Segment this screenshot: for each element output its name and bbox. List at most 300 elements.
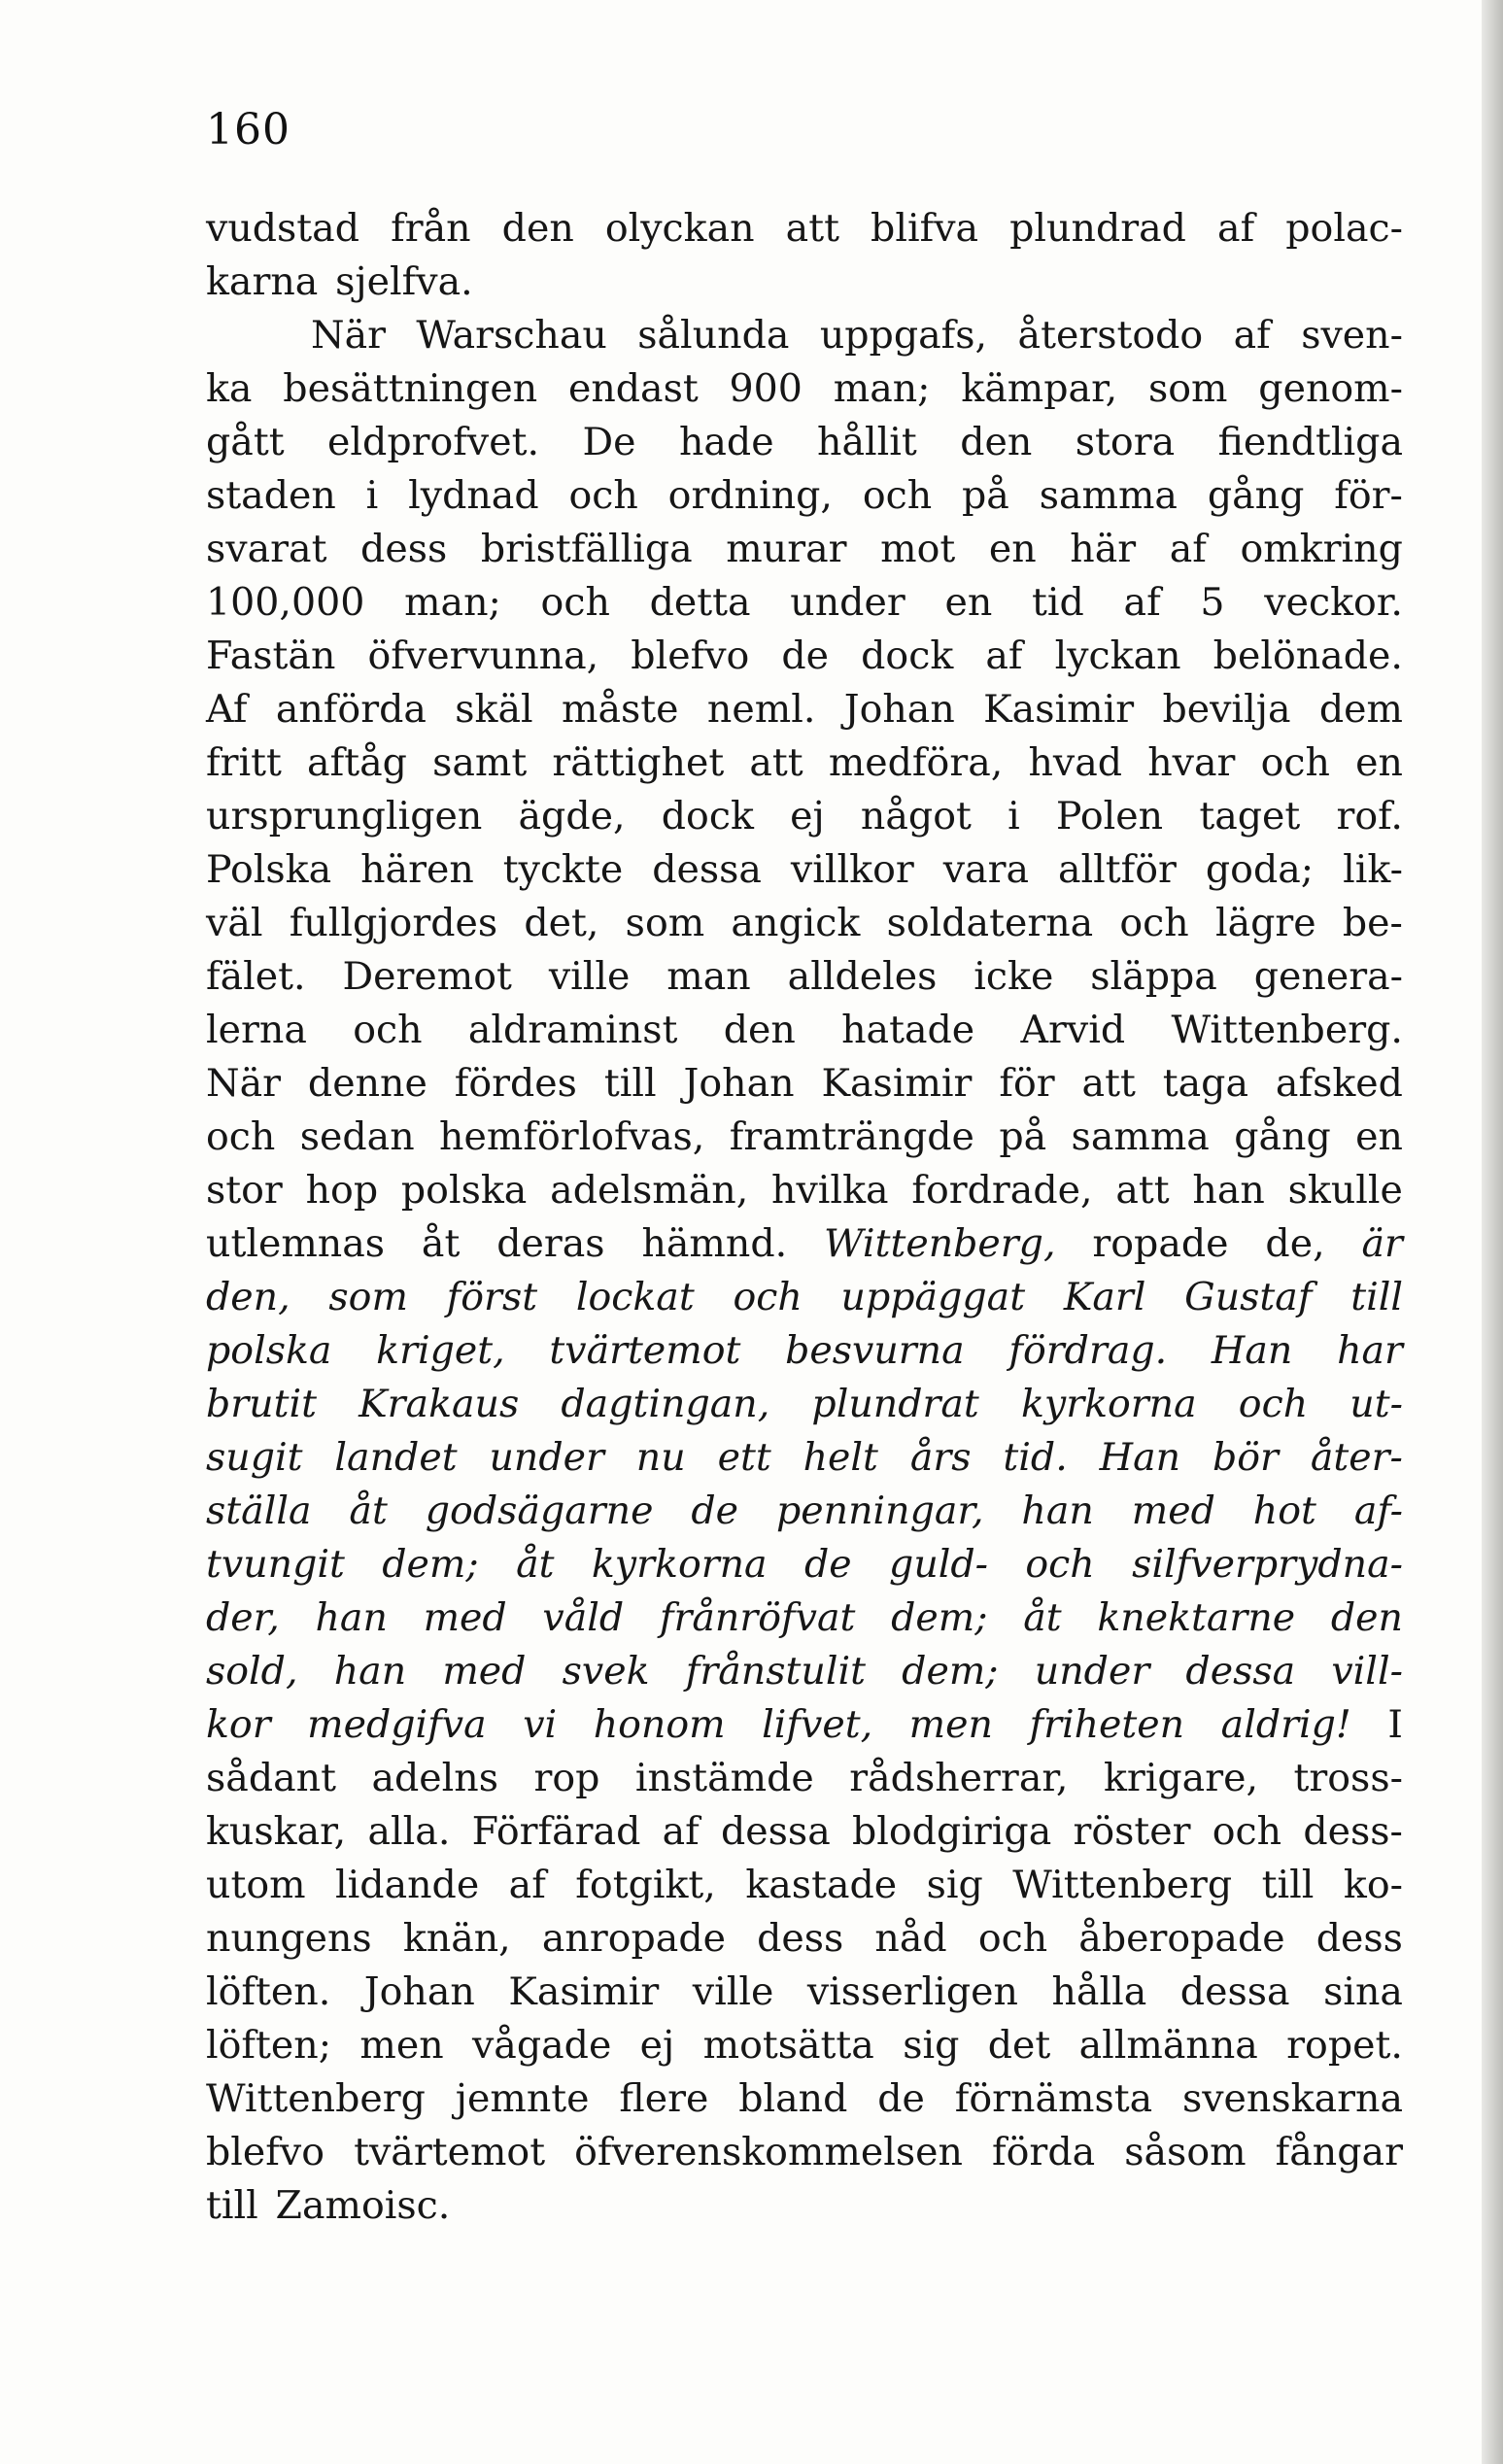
text-line (206, 2179, 1403, 2233)
word: Kasimir (821, 1061, 973, 1106)
word: hålla (1051, 1969, 1147, 2014)
word: villkor (790, 847, 914, 892)
word: visserligen (806, 1969, 1018, 2014)
word: taget (1199, 794, 1301, 838)
word: dem (1318, 687, 1403, 732)
word: tvungit (206, 1542, 345, 1587)
text-line (206, 1645, 1403, 1698)
word: bland (738, 2076, 848, 2121)
word: karna (206, 259, 319, 304)
word: dess (757, 1916, 844, 1961)
word: detta (649, 580, 751, 625)
text-line (206, 683, 1403, 736)
word: polska (206, 1328, 332, 1373)
word: ett (717, 1435, 771, 1480)
word: åt (421, 1221, 461, 1266)
word: på (962, 473, 1009, 518)
word: på (999, 1114, 1047, 1159)
word: guld- (889, 1542, 989, 1587)
word: aldraminst (467, 1008, 678, 1052)
word: veckor. (1264, 580, 1403, 625)
word: i (365, 473, 379, 518)
word: eldprofvet. (327, 420, 540, 464)
word: han (1021, 1489, 1094, 1533)
word: Polen (1055, 794, 1164, 838)
word: ursprungligen (206, 794, 483, 838)
word: aldrig! (1220, 1702, 1351, 1747)
word: 5 (1200, 580, 1225, 625)
word: honom (593, 1702, 726, 1747)
word: den (1330, 1595, 1403, 1640)
word: dess (1315, 1916, 1403, 1961)
word: dock (861, 633, 954, 678)
body-text (206, 202, 1403, 2233)
word: sina (1323, 1969, 1403, 2014)
word: anropade (541, 1916, 726, 1961)
text-line (206, 1966, 1403, 2019)
word: ropet. (1286, 2023, 1403, 2068)
word: neml. (706, 687, 816, 732)
text-line (206, 1698, 1403, 1752)
word: hvar (1147, 740, 1236, 785)
word: tross- (1293, 1756, 1403, 1800)
word: Johan (683, 1061, 795, 1106)
word: lidande (335, 1863, 480, 1907)
word: det (987, 2023, 1051, 2068)
word: sugit (206, 1435, 303, 1480)
word: olyckan (604, 206, 755, 251)
word: allmänna (1078, 2023, 1258, 2068)
text-line (206, 1591, 1403, 1645)
word: dessa (1179, 1969, 1290, 2014)
word: ej (639, 2023, 675, 2068)
word: plundrat (811, 1382, 979, 1426)
word: besvurna (785, 1328, 965, 1373)
word: kuskar, (206, 1809, 347, 1854)
word: lockat (575, 1275, 695, 1319)
word: alltför (1057, 847, 1177, 892)
word: nu (635, 1435, 686, 1480)
word: dessa (721, 1809, 831, 1854)
word: sold, (206, 1649, 298, 1694)
text-line (206, 1912, 1403, 1966)
word: fritt (206, 740, 282, 785)
word: till (206, 2183, 258, 2228)
text-line (206, 736, 1403, 790)
word: man; (833, 366, 931, 411)
word: dessa (652, 847, 762, 892)
word: sådant (206, 1756, 336, 1800)
word: och (206, 1114, 276, 1159)
word: alla. (367, 1809, 451, 1854)
word: jemnte (455, 2076, 590, 2121)
text-line (206, 469, 1403, 523)
word: hämnd. (641, 1221, 788, 1266)
word: med (1131, 1489, 1215, 1533)
word: fiendtliga (1217, 420, 1403, 464)
word: Förfärad (471, 1809, 641, 1854)
word: kyrkorna (591, 1542, 768, 1587)
word: frånröfvat (659, 1595, 856, 1640)
word: Han (1211, 1328, 1293, 1373)
word: dem; (891, 1595, 988, 1640)
word: tid (1032, 580, 1084, 625)
word: en (1355, 740, 1403, 785)
word: ville (692, 1969, 774, 2014)
word: De (582, 420, 636, 464)
word: Wittenberg, (824, 1221, 1056, 1266)
word: blefvo (631, 633, 750, 678)
word: den, (206, 1275, 290, 1319)
text-line (206, 1859, 1403, 1912)
word: återstodo (1017, 313, 1204, 358)
text-line (206, 362, 1403, 416)
text-line (206, 1164, 1403, 1217)
text-line (206, 1538, 1403, 1591)
word: de (803, 1542, 852, 1587)
word: men (359, 2023, 444, 2068)
word: rättighet (552, 740, 725, 785)
word: tyckte (502, 847, 624, 892)
word: ägde, (518, 794, 626, 838)
text-line (206, 202, 1403, 256)
word: tvärtemot (354, 2130, 546, 2174)
word: svek (562, 1649, 650, 1694)
word: denne (307, 1061, 427, 1106)
word: fullgjordes (289, 901, 498, 945)
word: af (985, 633, 1023, 678)
word: samt (432, 740, 528, 785)
word: fälet. (206, 954, 306, 999)
word: uppäggat (840, 1275, 1026, 1319)
word: öfvervunna, (367, 633, 599, 678)
word: gång (1234, 1114, 1331, 1159)
word: bristfälliga (480, 527, 693, 571)
word: blefvo (206, 2130, 325, 2174)
word: fordrade, (911, 1168, 1093, 1213)
word: förda (992, 2130, 1096, 2174)
word: lydnad (408, 473, 539, 518)
word: lerna (206, 1008, 307, 1052)
word: När (206, 1061, 281, 1106)
word: af (662, 1809, 700, 1854)
word: belönade. (1213, 633, 1403, 678)
word: lifvet, (762, 1702, 873, 1747)
word: något (860, 794, 972, 838)
word: Wittenberg. (1171, 1008, 1403, 1052)
word: utlemnas (206, 1221, 386, 1266)
word: ville (548, 954, 631, 999)
word: med (423, 1595, 507, 1640)
word: och (353, 1008, 423, 1052)
word: brutit (206, 1382, 317, 1426)
word: tid. (1003, 1435, 1068, 1480)
word: utom (206, 1863, 306, 1907)
word: När (311, 313, 386, 358)
word: släppa (1090, 954, 1217, 999)
text-line (206, 523, 1403, 576)
text-line (206, 1805, 1403, 1859)
word: som (328, 1275, 408, 1319)
word: röster (1073, 1809, 1191, 1854)
word: hatade (841, 1008, 975, 1052)
word: och (1260, 740, 1330, 785)
word: murar (726, 527, 847, 571)
word: polska (400, 1168, 528, 1213)
word: och (733, 1275, 803, 1319)
word: svenskarna (1181, 2076, 1403, 2121)
word: fördes (454, 1061, 577, 1106)
word: alldeles (787, 954, 938, 999)
word: Zamoisc. (275, 2183, 451, 2228)
word: af- (1353, 1489, 1403, 1533)
word: vågade (471, 2023, 612, 2068)
word: silfverprydna- (1132, 1542, 1403, 1587)
word: förnämsta (954, 2076, 1153, 2121)
word: medgifva (307, 1702, 487, 1747)
word: den (501, 206, 574, 251)
word: endast (567, 366, 699, 411)
word: 900 (729, 366, 803, 411)
word: skulle (1287, 1168, 1403, 1213)
word: gått (206, 420, 285, 464)
word: stora (1075, 420, 1176, 464)
word: helt (803, 1435, 878, 1480)
word: Warschau (416, 313, 607, 358)
word: Arvid (1020, 1008, 1126, 1052)
word: af (1169, 527, 1207, 571)
word: och (862, 473, 933, 518)
word: som (1147, 366, 1228, 411)
text-line (206, 1752, 1403, 1805)
word: flere (619, 2076, 709, 2121)
word: kor (206, 1702, 271, 1747)
word: genera- (1253, 954, 1403, 999)
word: sålunda (637, 313, 790, 358)
word: att (749, 740, 803, 785)
word: omkring (1240, 527, 1403, 571)
word: en (988, 527, 1037, 571)
word: och (1238, 1382, 1309, 1426)
word: samma (1039, 473, 1178, 518)
word: landet (334, 1435, 458, 1480)
text-line (206, 1057, 1403, 1111)
word: dess (360, 527, 448, 571)
word: en (944, 580, 993, 625)
word: krigare, (1103, 1756, 1259, 1800)
word: hade (678, 420, 774, 464)
word: vara (942, 847, 1029, 892)
word: fångar (1275, 2130, 1403, 2174)
word: man; (404, 580, 501, 625)
word: med (442, 1649, 527, 1694)
word: kastade (745, 1863, 898, 1907)
word: stor (206, 1168, 283, 1213)
word: han (1192, 1168, 1265, 1213)
word: öfverenskommelsen (574, 2130, 963, 2174)
word: ordning, (667, 473, 833, 518)
word: genom- (1258, 366, 1403, 411)
word: dem; (382, 1542, 479, 1587)
word: I (1387, 1702, 1403, 1747)
word: aftåg (307, 740, 407, 785)
word: taga (1162, 1061, 1249, 1106)
word: såsom (1124, 2130, 1247, 2174)
word: fördrag. (1008, 1328, 1168, 1373)
word: har (1337, 1328, 1403, 1373)
word: rådsherrar, (849, 1756, 1069, 1800)
word: blifva (871, 206, 979, 251)
word: hvilka (771, 1168, 889, 1213)
text-line (206, 2126, 1403, 2179)
word: Krakaus (359, 1382, 520, 1426)
word: ko- (1343, 1863, 1403, 1907)
word: från (391, 206, 471, 251)
word: och (540, 580, 610, 625)
word: och (1212, 1809, 1282, 1854)
text-line (206, 1004, 1403, 1057)
word: de (877, 2076, 925, 2121)
word: han (333, 1649, 407, 1694)
word: ut- (1349, 1382, 1403, 1426)
word: ropade (1092, 1221, 1229, 1266)
text-line (206, 2019, 1403, 2072)
word: men (908, 1702, 993, 1747)
word: Fastän (206, 633, 336, 678)
word: fotgikt, (575, 1863, 716, 1907)
word: lyckan (1054, 633, 1181, 678)
word: blodgiriga (851, 1809, 1052, 1854)
word: anförda (275, 687, 427, 732)
word: kyrkorna (1020, 1382, 1197, 1426)
word: Deremot (342, 954, 512, 999)
word: här (1070, 527, 1137, 571)
page-number: 160 (206, 105, 290, 154)
word: man (666, 954, 751, 999)
word: vi (523, 1702, 558, 1747)
word: goda; (1205, 847, 1315, 892)
word: dagtingan, (561, 1382, 770, 1426)
text-line (206, 1485, 1403, 1538)
word: de, (1265, 1221, 1325, 1266)
word: gång (1207, 473, 1305, 518)
word: nungens (206, 1916, 372, 1961)
text-line (206, 950, 1403, 1004)
word: löften; (206, 2023, 332, 2068)
word: knektarne (1097, 1595, 1296, 1640)
text-line (206, 1111, 1403, 1164)
word: Karl (1063, 1275, 1146, 1319)
word: väl (206, 901, 263, 945)
word: motsätta (702, 2023, 874, 2068)
word: der, (206, 1595, 280, 1640)
word: Johan (843, 687, 955, 732)
word: sedan (299, 1114, 415, 1159)
word: dessa (1185, 1649, 1296, 1694)
word: 100,000 (206, 580, 365, 625)
text-line (206, 576, 1403, 630)
word: under (489, 1435, 604, 1480)
word: icke (974, 954, 1054, 999)
word: som (625, 901, 705, 945)
word: medföra, (828, 740, 1004, 785)
text-line (206, 843, 1403, 897)
word: Wittenberg (206, 2076, 426, 2121)
word: Johan (363, 1969, 475, 2014)
word: åt (516, 1542, 555, 1587)
word: skäl (455, 687, 533, 732)
word: den (960, 420, 1033, 464)
word: års (909, 1435, 972, 1480)
word: åter- (1310, 1435, 1403, 1480)
word: till (1350, 1275, 1403, 1319)
word: af (1217, 206, 1255, 251)
word: åt (349, 1489, 388, 1533)
word: hållit (817, 420, 917, 464)
word: instämde (634, 1756, 814, 1800)
word: hemförlofvas, (439, 1114, 705, 1159)
word: friheten (1029, 1702, 1185, 1747)
word: lägre (1214, 901, 1316, 945)
word: be- (1342, 901, 1403, 945)
word: att (1115, 1168, 1170, 1213)
word: den (723, 1008, 796, 1052)
word: måste (562, 687, 679, 732)
word: Han (1099, 1435, 1181, 1480)
word: en (1355, 1114, 1403, 1159)
word: soldaterna (886, 901, 1094, 945)
word: att (1081, 1061, 1136, 1106)
word: nåd (874, 1916, 947, 1961)
word: dem; (902, 1649, 999, 1694)
word: knän, (402, 1916, 511, 1961)
word: kriget, (376, 1328, 505, 1373)
word: under (790, 580, 905, 625)
page-edge-shadow (1482, 0, 1503, 2464)
word: till (1261, 1863, 1315, 1907)
word: han (315, 1595, 388, 1640)
word: åt (1023, 1595, 1062, 1640)
text-line (206, 1431, 1403, 1485)
word: deras (496, 1221, 605, 1266)
word: sven- (1301, 313, 1403, 358)
word: för (999, 1061, 1055, 1106)
word: rop (533, 1756, 600, 1800)
text-line (206, 630, 1403, 683)
word: besättningen (283, 366, 538, 411)
word: hot (1252, 1489, 1316, 1533)
word: sig (903, 2023, 960, 2068)
word: det, (524, 901, 599, 945)
word: för- (1334, 473, 1403, 518)
word: ka (206, 366, 253, 411)
text-line (206, 416, 1403, 469)
word: hop (305, 1168, 379, 1213)
word: till (603, 1061, 657, 1106)
word: adelsmän, (550, 1168, 749, 1213)
word: dess- (1303, 1809, 1403, 1854)
word: afsked (1275, 1061, 1403, 1106)
word: framträngde (729, 1114, 974, 1159)
word: ställa (206, 1489, 312, 1533)
word: uppgafs, (819, 313, 988, 358)
text-line (206, 256, 1403, 309)
text-line (206, 1217, 1403, 1271)
text-line (206, 1324, 1403, 1378)
word: Kasimir (508, 1969, 660, 2014)
word: ej (790, 794, 825, 838)
text-line (206, 1378, 1403, 1431)
